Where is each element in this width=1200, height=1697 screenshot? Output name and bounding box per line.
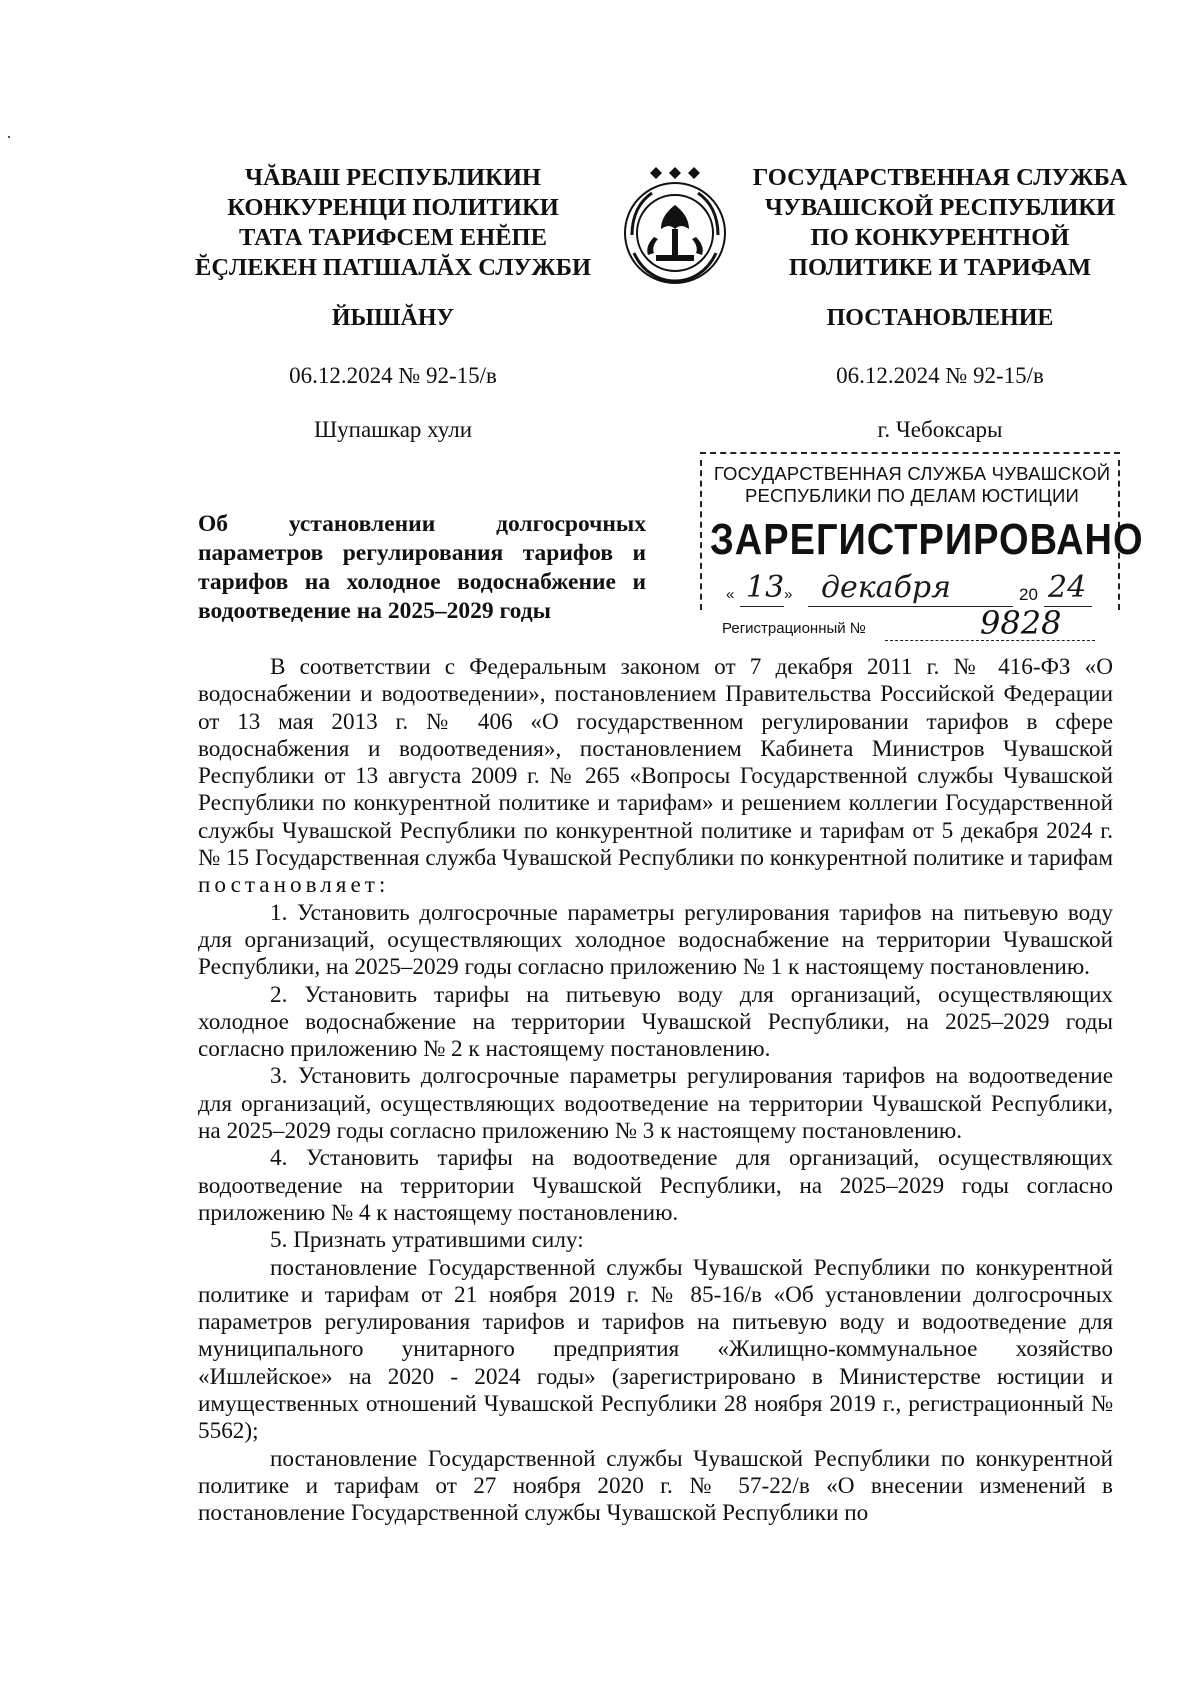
header-left-line: ĔÇЛЕКЕН ПАТШАЛĂХ СЛУЖБИ bbox=[194, 254, 592, 281]
stamp-day-underline bbox=[740, 606, 784, 607]
stamp-border bbox=[700, 452, 1120, 454]
registration-stamp bbox=[700, 452, 1144, 647]
stamp-quote-close: » bbox=[784, 586, 793, 603]
body-paragraph: 2. Установить тарифы на питьевую воду для организаций, осуществляющих холодное водоснабжение на территории Чувашской Республики, на 2025–2029 годы согласно приложению № 2 к настоящему постановлению. bbox=[198, 981, 1113, 1063]
stamp-border bbox=[700, 460, 702, 610]
header-right-line: ПОЛИТИКЕ И ТАРИФАМ bbox=[788, 254, 1092, 281]
stamp-regno-value: 9828 bbox=[980, 604, 1062, 642]
stamp-year-prefix: 20 bbox=[1019, 585, 1038, 604]
header-left-line: ЧĂВАШ РЕСПУБЛИКИН bbox=[244, 164, 541, 191]
stamp-agency-line: ГОСУДАРСТВЕННАЯ СЛУЖБА ЧУВАШСКОЙ bbox=[713, 463, 1111, 484]
header-right-line: ПО КОНКУРЕНТНОЙ bbox=[810, 224, 1070, 251]
place-russian: г. Чебоксары bbox=[877, 417, 1003, 442]
stamp-regno-underline bbox=[885, 640, 1095, 641]
header-left-line: КОНКУРЕНЦИ ПОЛИТИКИ bbox=[227, 194, 559, 221]
body-paragraph: 4. Установить тарифы на водоотведение для организаций, осуществляющих водоотведение на территории Чувашской Республики, на 2025–2029 годы согласно приложению № 4 к настоящему постановлению. bbox=[198, 1145, 1113, 1226]
doc-number-right: 06.12.2024 № 92-15/в bbox=[836, 363, 1044, 388]
stamp-quote-open: « bbox=[726, 586, 735, 603]
stamp-agency bbox=[710, 463, 1114, 507]
stamp-agency-line: РЕСПУБЛИКИ ПО ДЕЛАМ ЮСТИЦИИ bbox=[744, 485, 1080, 506]
doc-type-russian: ПОСТАНОВЛЕНИЕ bbox=[826, 305, 1054, 331]
body-paragraph: постановление Государственной службы Чувашской Республики по конкурентной политике и тарифам от 21 ноября 2019 г. № 85-16/в «Об установлении долгосрочных параметров регулирования тарифов и тарифов на питьевую воду и водоотведение для муниципального унитарного предприятия «Жилищно-коммунальное хозяйство «Ишлейское» на 2020 - 2024 годы» (зарегистрировано в Министерстве юстиции и имущественных отношений Чувашской Республики 28 ноября 2019 г., регистрационный № 5562); bbox=[198, 1254, 1113, 1445]
decrees-word: постановляет: bbox=[198, 872, 390, 899]
place-chuvash: Шупашкар хули bbox=[313, 417, 473, 442]
header-chuvash bbox=[193, 163, 593, 283]
document-body bbox=[198, 654, 1113, 1528]
stamp-regno-label: Регистрационный № bbox=[722, 620, 866, 637]
scan-speck bbox=[8, 136, 10, 138]
stamp-year-suffix: 24 bbox=[1048, 570, 1087, 605]
header-left-line: ТАТА ТАРИФСЕМ ЕНĔПЕ bbox=[239, 224, 547, 251]
doc-type-chuvash: ЙЫШĂНУ bbox=[331, 305, 455, 331]
preamble-text: В соответствии с Федеральным законом от 7 декабря 2011 г. № 416-ФЗ «О водоснабжении и водоотведении», постановлением Правительства Российской Федерации от 13 мая 2013 г. № 406 «О государственном регулировании тарифов в сфере водоснабжения и водоотведения», постановлением Кабинета Министров Чувашской Республики от 13 августа 2009 г. № 265 «Вопросы Государственной службы Чувашской Республики по конкурентной политике и тарифам» и решением коллегии Государственной службы Чувашской Республики по конкурентной политике и тарифам от 5 декабря 2024 г. № 15 Государственная служба Чувашской Республики по конкурентной политике и тарифам bbox=[198, 654, 1113, 872]
body-paragraph bbox=[198, 654, 1113, 900]
header-russian bbox=[740, 163, 1140, 283]
stamp-day: 13 bbox=[746, 570, 785, 605]
body-paragraph: 5. Признать утратившими силу: bbox=[270, 1227, 584, 1254]
document-subject: Об установлении долгосрочных параметров регулирования тарифов и тарифов на холодное водоснабжение и водоотведение на 2025–2029 годы bbox=[198, 511, 646, 624]
stamp-month: декабря bbox=[821, 570, 951, 605]
doc-number-left: 06.12.2024 № 92-15/в bbox=[289, 363, 497, 388]
body-paragraph: 3. Установить долгосрочные параметры регулирования тарифов на водоотведение для организаций, осуществляющих водоотведение на территории Чувашской Республики, на 2025–2029 годы согласно приложению № 3 к настоящему постановлению. bbox=[198, 1063, 1113, 1145]
body-paragraph: 1. Установить долгосрочные параметры регулирования тарифов на питьевую воду для организаций, осуществляющих холодное водоснабжение на территории Чувашской Республики, на 2025–2029 годы согласно приложению № 1 к настоящему постановлению. bbox=[198, 899, 1113, 981]
header-right-line: ЧУВАШСКОЙ РЕСПУБЛИКИ bbox=[764, 194, 1116, 221]
coat-of-arms-emblem bbox=[610, 163, 740, 293]
stamp-registered-label: ЗАРЕГИСТРИРОВАНО bbox=[710, 516, 1144, 565]
header-right-line: ГОСУДАРСТВЕННАЯ СЛУЖБА bbox=[752, 164, 1128, 191]
body-paragraph: постановление Государственной службы Чувашской Республики по конкурентной политике и тарифам от 27 ноября 2020 г. № 57-22/в «О внесении изменений в постановление Государственной службы Чувашской Республики по bbox=[198, 1445, 1113, 1527]
